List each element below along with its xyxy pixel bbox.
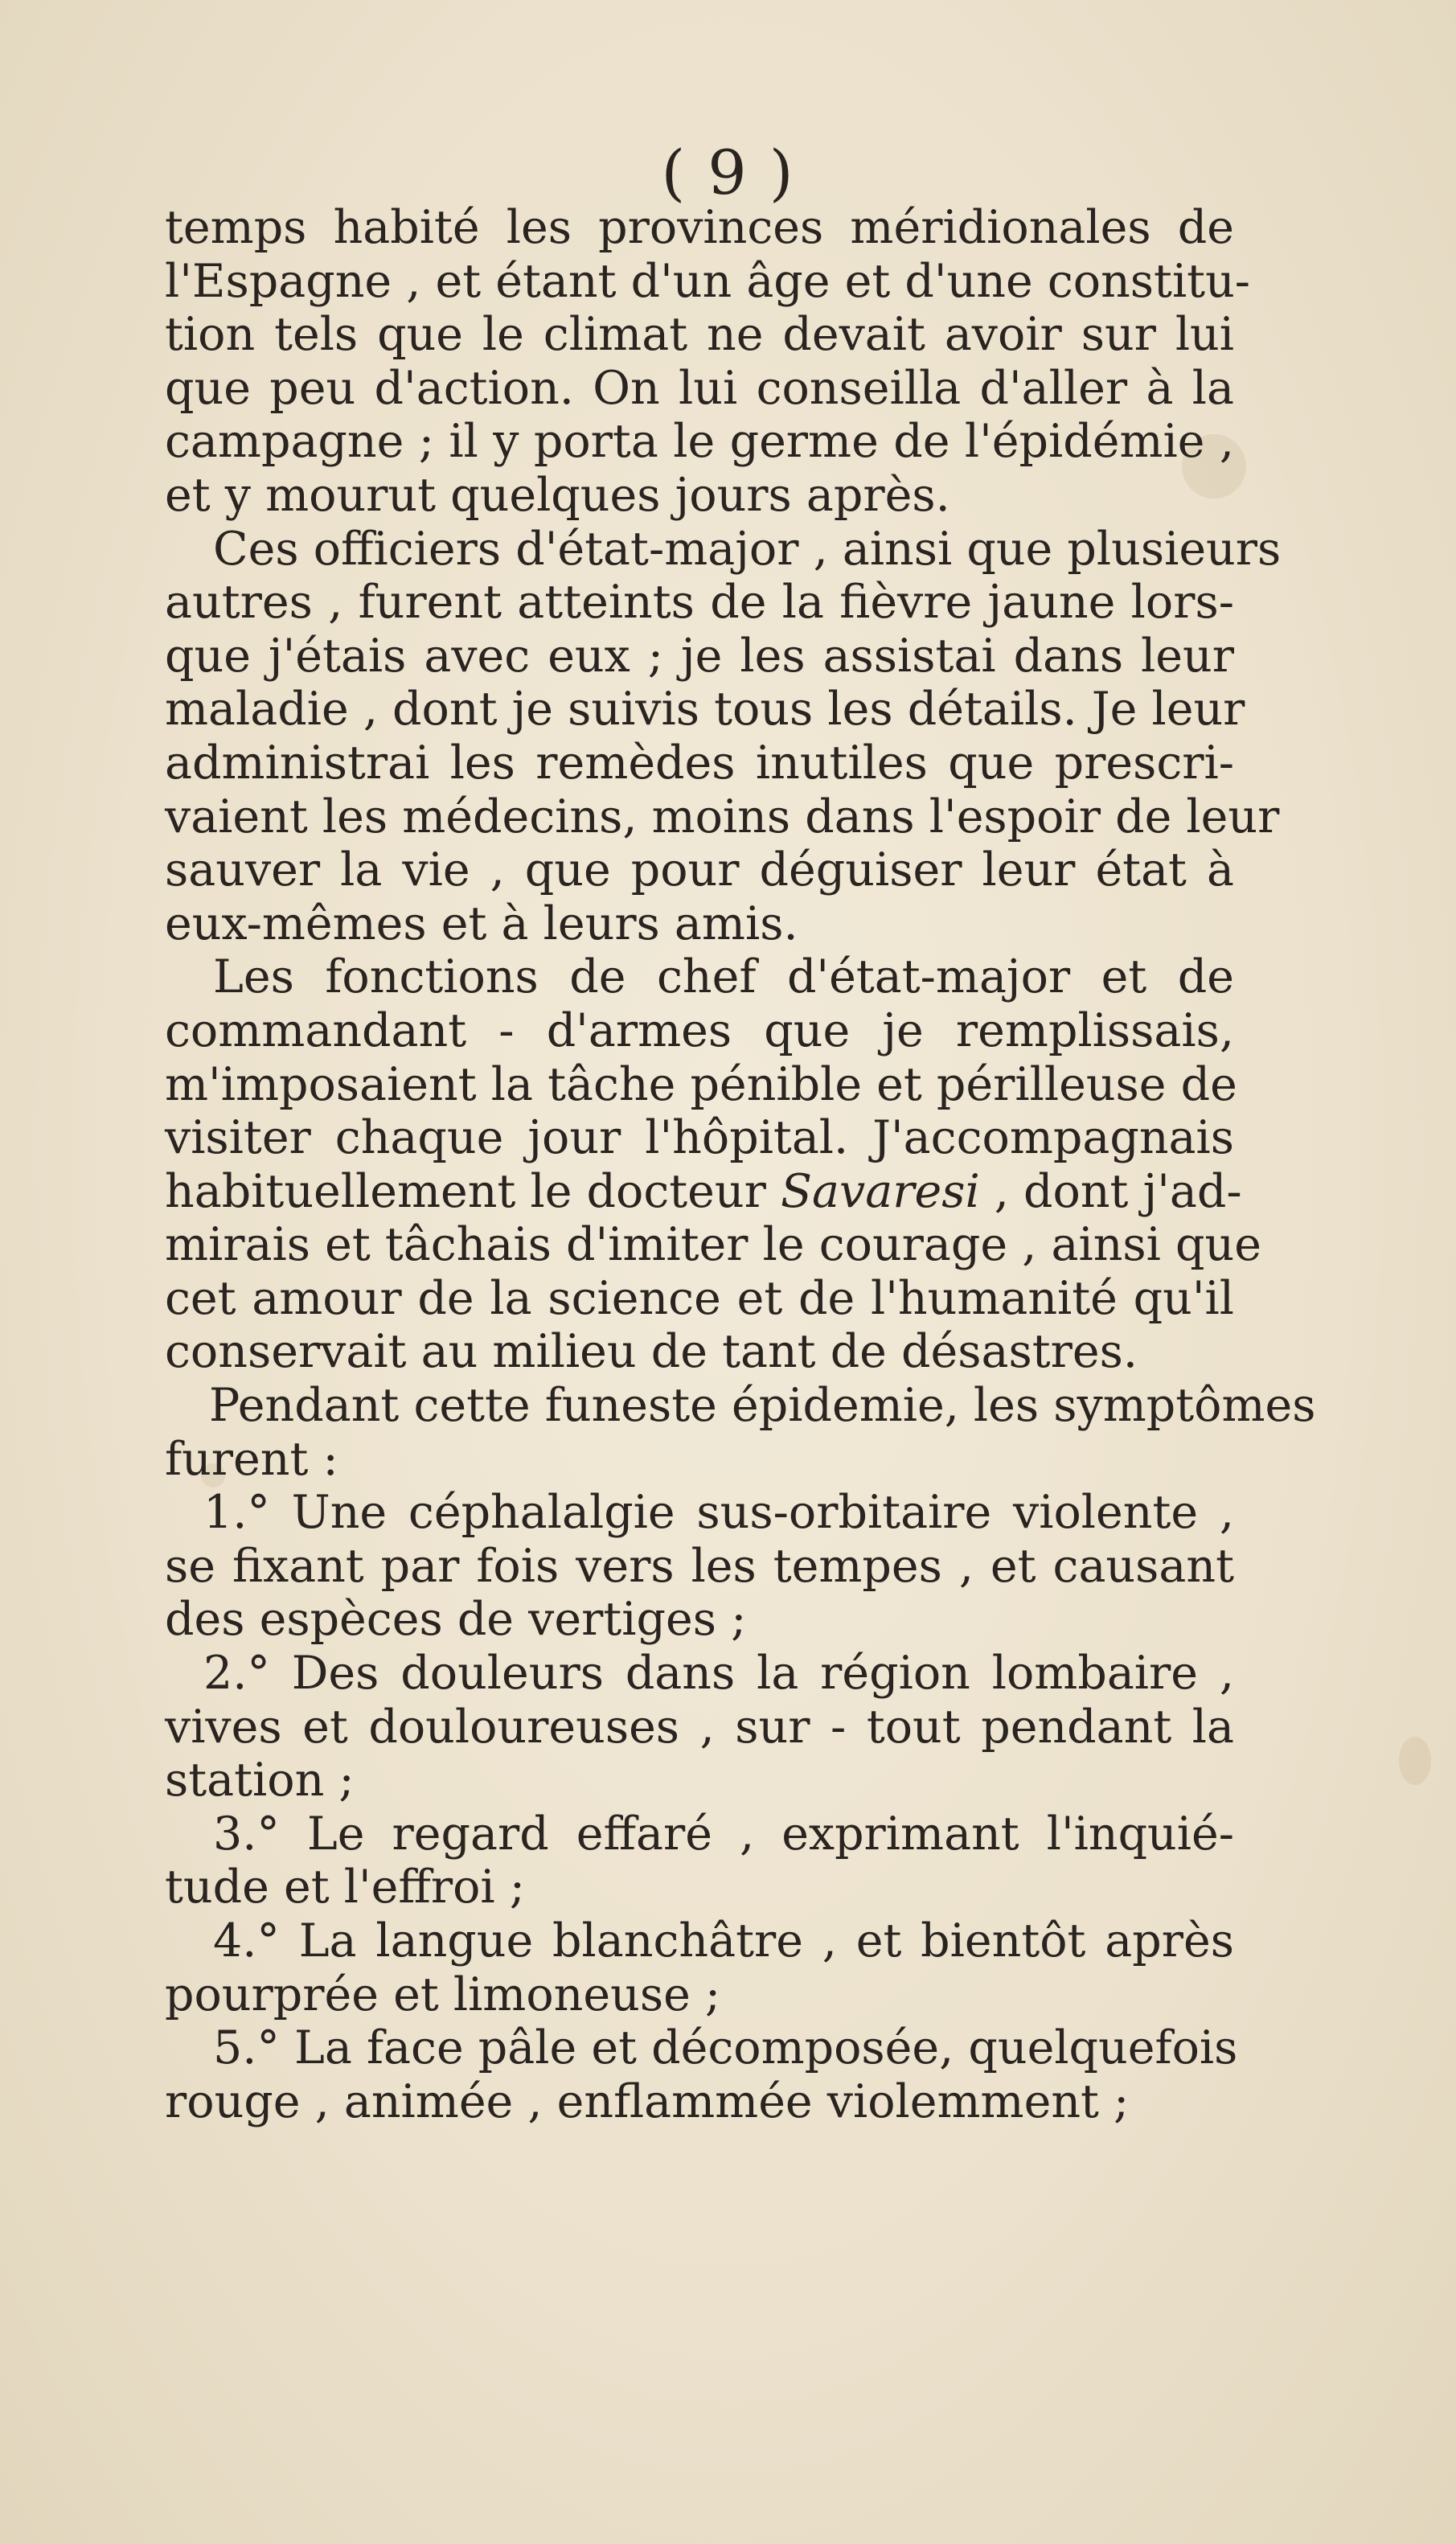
text-line: maladie , dont je suivis tous les détails. Je leur	[165, 683, 1245, 737]
text-line: tion tels que le climat ne devait avoir sur lui	[165, 308, 1234, 362]
text-line: vaient les médecins, moins dans l'espoir de leur	[165, 790, 1280, 843]
text-line: 2.° Des douleurs dans la région lombaire ,	[203, 1647, 1234, 1701]
text-line: 1.° Une céphalalgie sus-orbitaire violente ,	[203, 1486, 1234, 1540]
text-line: visiter chaque jour l'hôpital. J'accompagnais	[165, 1111, 1234, 1165]
text-line: mirais et tâchais d'imiter le courage , ainsi que	[165, 1218, 1261, 1272]
text-line: commandant - d'armes que je remplissais,	[165, 1003, 1234, 1057]
text-line: furent :	[165, 1432, 338, 1486]
text-line: temps habité les provinces méridionales de	[165, 201, 1234, 254]
text-line: Les fonctions de chef d'état-major et de	[213, 950, 1234, 1004]
text-line: habituellement le docteur Savaresi , dont j'ad-	[165, 1164, 1242, 1218]
text-line: 4.° La langue blanchâtre , et bientôt après	[213, 1914, 1234, 1967]
text-line: 3.° Le regard effaré , exprimant l'inquié-	[213, 1807, 1234, 1861]
body-text	[165, 201, 1316, 2128]
text-line: Pendant cette funeste épidemie, les symptômes	[209, 1379, 1316, 1433]
text-line: que j'étais avec eux ; je les assistai dans leur	[165, 629, 1234, 683]
text-line: Ces officiers d'état-major , ainsi que plusieurs	[213, 522, 1282, 576]
italic-name: Savaresi	[781, 1164, 980, 1218]
text-line: 5.° La face pâle et décomposée, quelquefois	[213, 2021, 1238, 2075]
text-line: tude et l'effroi ;	[165, 1861, 525, 1914]
text-line: administrai les remèdes inutiles que prescri-	[165, 736, 1234, 790]
text-line: se fixant par fois vers les tempes , et causant	[165, 1539, 1234, 1593]
text-line: rouge , animée , enflammée violemment ;	[165, 2074, 1130, 2128]
text-line: autres , furent atteints de la fièvre jaune lors-	[165, 576, 1234, 630]
foxing-spot	[1399, 1737, 1431, 1785]
text-line: eux-mêmes et à leurs amis.	[165, 897, 798, 950]
text-line: vives et douloureuses , sur - tout pendant la	[165, 1700, 1234, 1754]
text-line: conservait au milieu de tant de désastres.	[165, 1325, 1138, 1379]
text-line: m'imposaient la tâche pénible et périlleuse de	[165, 1057, 1237, 1111]
text-line: sauver la vie , que pour déguiser leur état à	[165, 843, 1234, 897]
text-line: et y mourut quelques jours après.	[165, 468, 950, 522]
text-line: station ;	[165, 1754, 355, 1807]
text-line: pourprée et limoneuse ;	[165, 1967, 721, 2021]
text-line: cet amour de la science et de l'humanité qu'il	[165, 1271, 1234, 1325]
text-line: campagne ; il y porta le germe de l'épidémie ,	[165, 415, 1234, 469]
text-line: l'Espagne , et étant d'un âge et d'une constitu-	[165, 254, 1251, 308]
text-line: des espèces de vertiges ;	[165, 1593, 747, 1647]
page-number: ( 9 )	[661, 137, 795, 208]
text-line: que peu d'action. On lui conseilla d'aller à la	[165, 361, 1234, 415]
